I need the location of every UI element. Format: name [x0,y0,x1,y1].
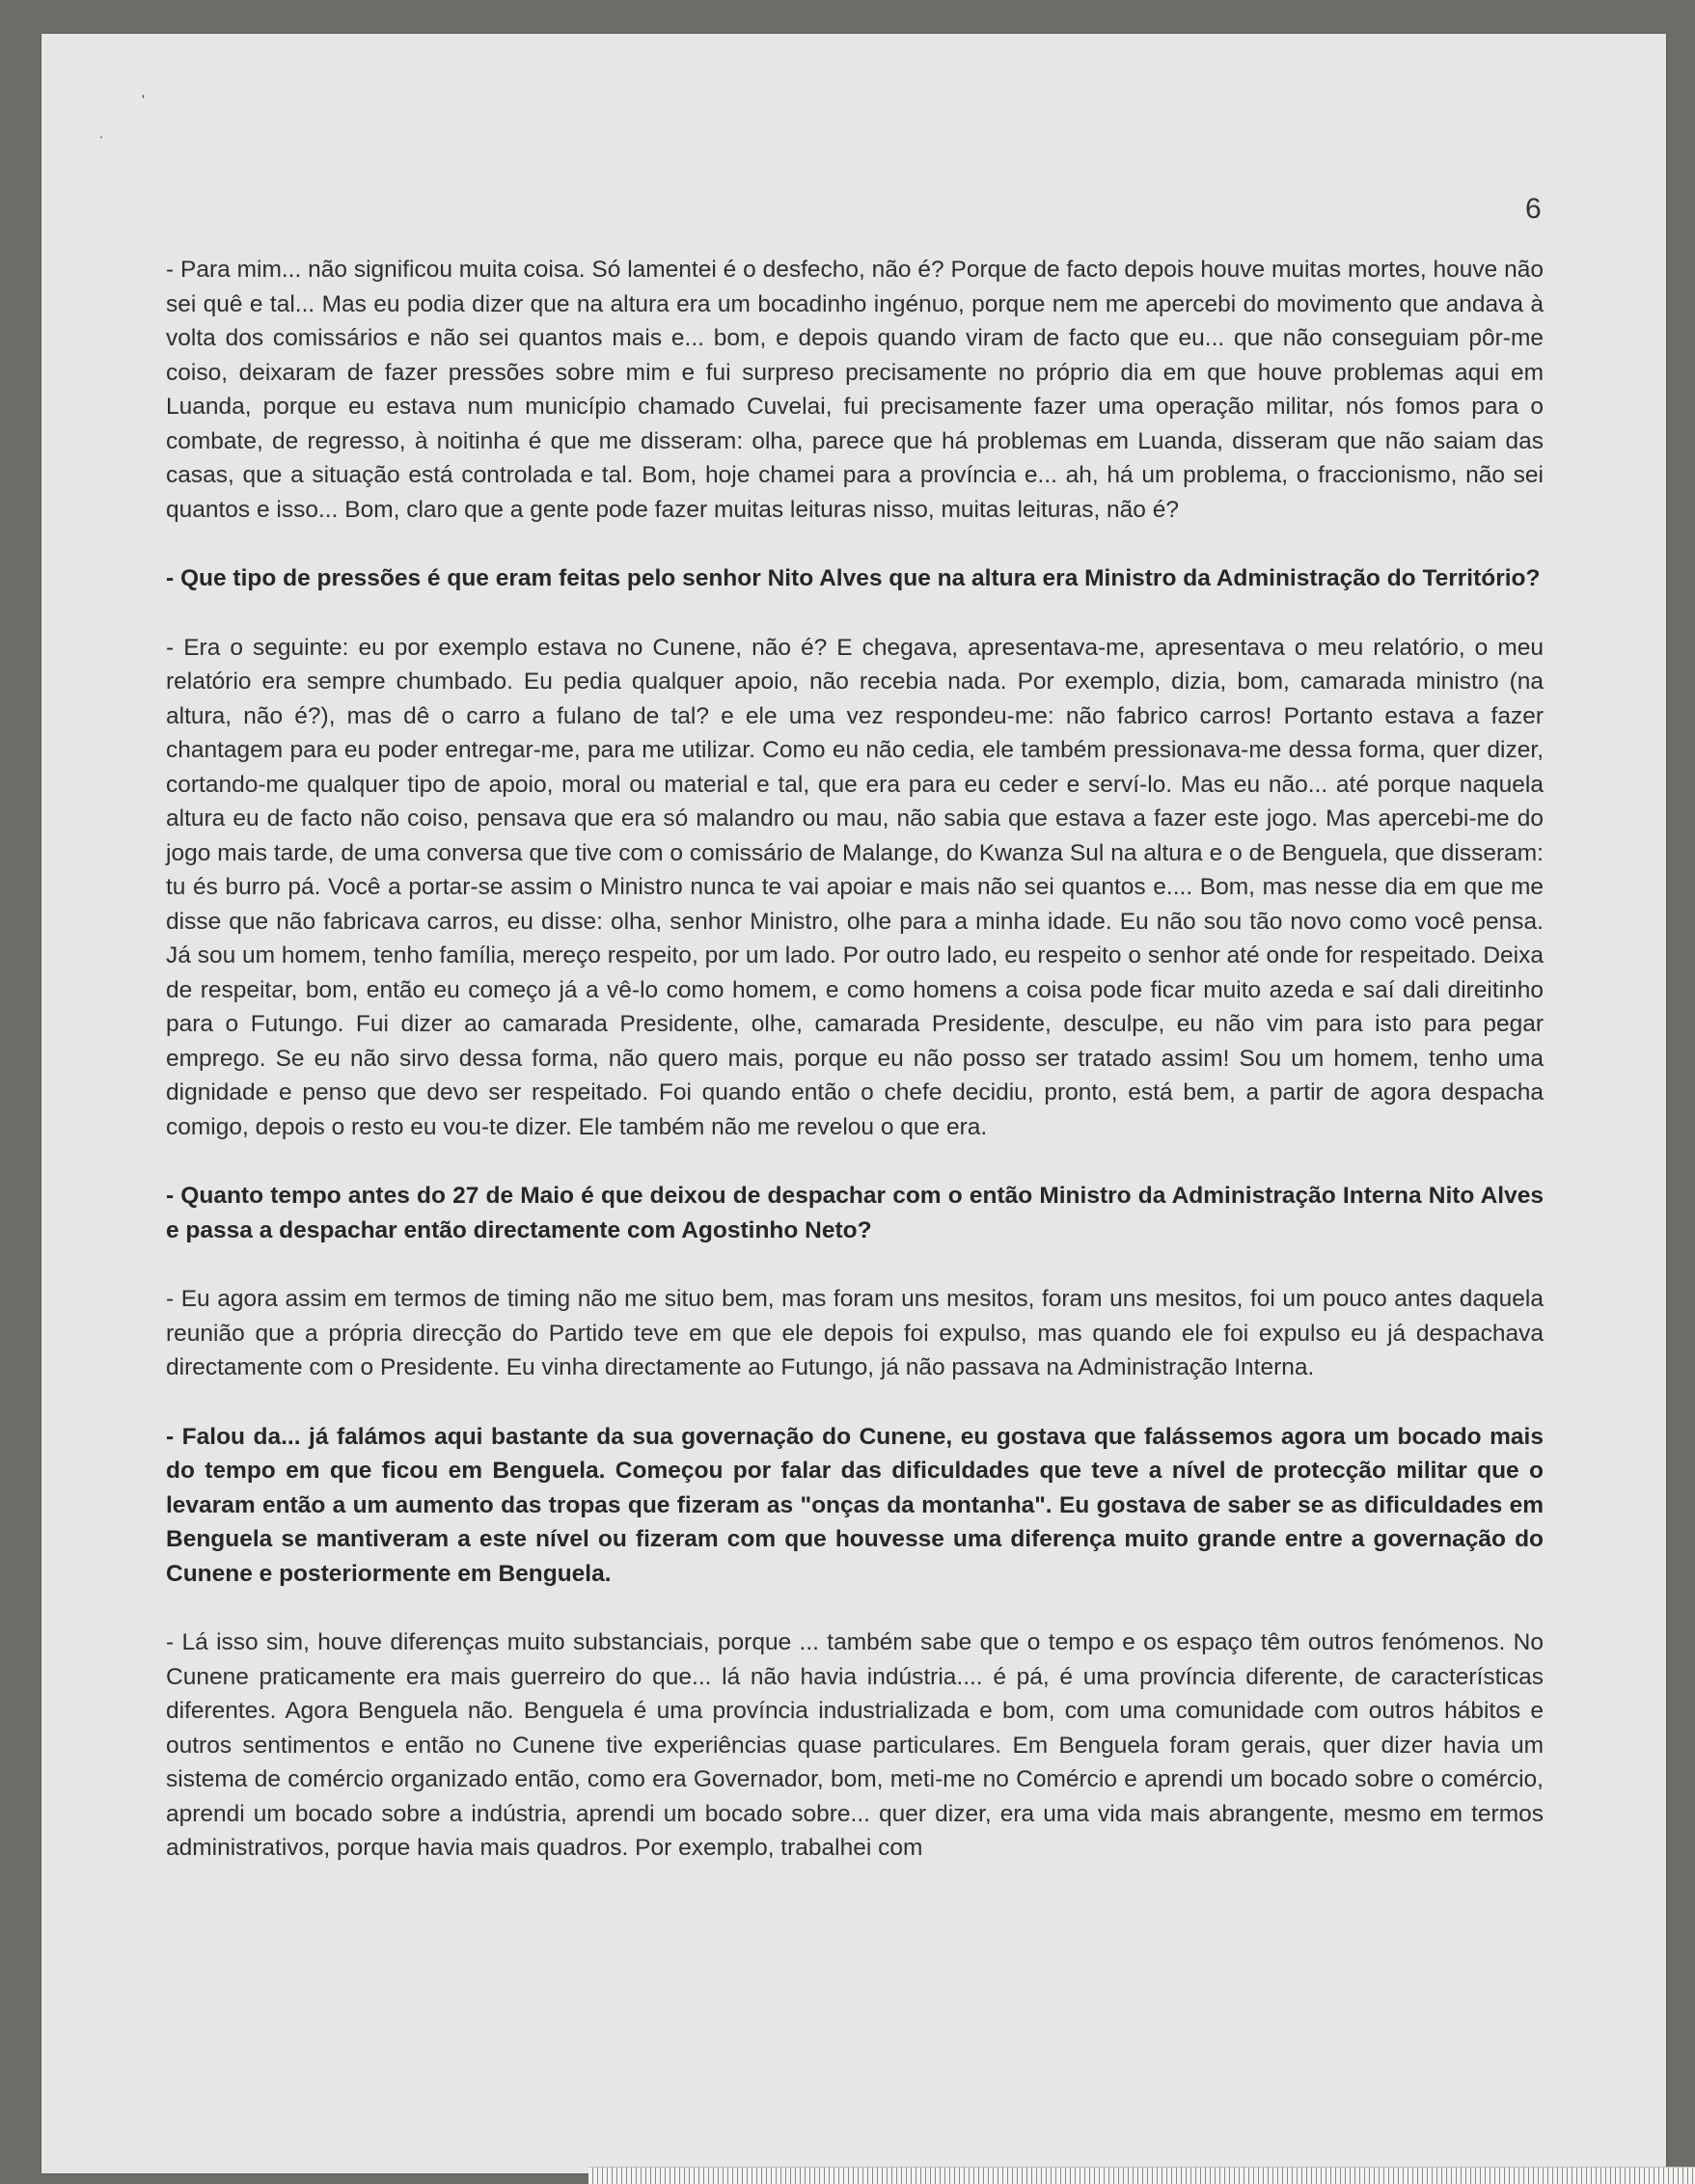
question-paragraph: - Quanto tempo antes do 27 de Maio é que deixou de despachar com o então Ministro da Administração Interna Nito Alves e passa a despachar então directamente com Agostinho Neto? [166,1183,1544,1243]
answer-paragraph: - Para mim... não significou muita coisa. Só lamentei é o desfecho, não é? Porque de facto depois houve muitas mortes, houve não sei quê e tal... Mas eu podia dizer que na altura era um bocadinho ingénuo, porque nem me apercebi do movimento que andava à volta dos comissários e não sei quantos mais e... bom, e depois quando viram de facto que eu... que não conseguiam pôr-me coiso, deixaram de fazer pressões sobre mim e fui surpreso precisamente no próprio dia em que houve problemas aqui em Luanda, porque eu estava num município chamado Cuvelai, fui precisamente fazer uma operação militar, nós fomos para o combate, de regresso, à noitinha é que me disseram: olha, parece que há problemas em Luanda, disseram que não saiam das casas, que a situação está controlada e tal. Bom, hoje chamei para a província e... ah, há um problema, o fraccionismo, não sei quantos e isso... Bom, claro que a gente pode fazer muitas leituras nisso, muitas leituras, não é? [166,257,1544,523]
page-number: 6 [1525,193,1542,225]
answer-paragraph: - Era o seguinte: eu por exemplo estava no Cunene, não é? E chegava, apresentava-me, apresentava o meu relatório, o meu relatório era sempre chumbado. Eu pedia qualquer apoio, não recebia nada. Por exemplo, dizia, bom, camarada ministro (na altura, não é?), mas dê o carro a fulano de tal? e ele uma vez respondeu-me: não fabrico carros! Portanto estava a fazer chantagem para eu poder entregar-me, para me utilizar. Como eu não cedia, ele também pressionava-me dessa forma, quer dizer, cortando-me qualquer tipo de apoio, moral ou material e tal, que era para eu ceder e serví-lo. Mas eu não... até porque naquela altura eu de facto não coiso, pensava que era só malandro ou mau, não sabia que estava a fazer este jogo. Mas apercebi-me do jogo mais tarde, de uma conversa que tive com o comissário de Malange, do Kwanza Sul na altura e o de Benguela, que disseram: tu és burro pá. Você a portar-se assim o Ministro nunca te vai apoiar e mais não sei quantos e.... Bom, mas nesse dia em que me disse que não fabricava carros, eu disse: olha, senhor Ministro, olhe para a minha idade. Eu não sou tão novo como você pensa. Já sou um homem, tenho família, mereço respeito, por um lado. Por outro lado, eu respeito o senhor até onde for respeitado. Deixa de respeitar, bom, então eu começo já a vê-lo como homem, e como homens a coisa pode ficar muito azeda e saí dali direitinho para o Futungo. Fui dizer ao camarada Presidente, olhe, camarada Presidente, desculpe, eu não vim para isto para pegar emprego. Se eu não sirvo dessa forma, não quero mais, porque eu não posso ser tratado assim! Sou um homem, tenho uma dignidade e penso que devo ser respeitado. Foi quando então o chefe decidiu, pronto, está bem, a partir de agora despacha comigo, depois o resto eu vou-te dizer. Ele também não me revelou o que era. [166,634,1544,1140]
transcript-body [166,253,1544,1900]
answer-paragraph: - Lá isso sim, houve diferenças muito substanciais, porque ... também sabe que o tempo e os espaço têm outros fenómenos. No Cunene praticamente era mais guerreiro do que... lá não havia indústria.... é pá, é uma província diferente, de características diferentes. Agora Benguela não. Benguela é uma província industrializada e bom, com uma comunidade com outros hábitos e outros sentimentos e então no Cunene tive experiências quase particulares. Em Benguela foram gerais, quer dizer havia um sistema de comércio organizado então, como era Governador, bom, meti-me no Comércio e aprendi um bocado sobre o comércio, aprendi um bocado sobre a indústria, aprendi um bocado sobre... quer dizer, era uma vida mais abrangente, mesmo em termos administrativos, porque havia mais quadros. Por exemplo, trabalhei com [166,1629,1544,1861]
stray-mark: ' [142,92,145,107]
question-paragraph: - Falou da... já falámos aqui bastante da sua governação do Cunene, eu gostava que falássemos agora um bocado mais do tempo em que ficou em Benguela. Começou por falar das dificuldades que teve a nível de protecção militar que o levaram então a um aumento das tropas que fizeram as "onças da montanha". Eu gostava de saber se as dificuldades em Benguela se mantiveram a este nível ou fizeram com que houvesse uma diferença muito grande entre a governação do Cunene e posteriormente em Benguela. [166,1423,1544,1587]
answer-paragraph: - Eu agora assim em termos de timing não me situo bem, mas foram uns mesitos, foram uns mesitos, foi um pouco antes daquela reunião que a própria direcção do Partido teve em que ele depois foi expulso, mas quando ele foi expulso eu já despachava directamente com o Presidente. Eu vinha directamente ao Futungo, já não passava na Administração Interna. [166,1286,1544,1380]
scan-ruler [588,2167,1695,2184]
question-paragraph: - Que tipo de pressões é que eram feitas pelo senhor Nito Alves que na altura era Ministro da Administração do Território? [166,565,1541,591]
stray-mark: . [99,125,103,141]
